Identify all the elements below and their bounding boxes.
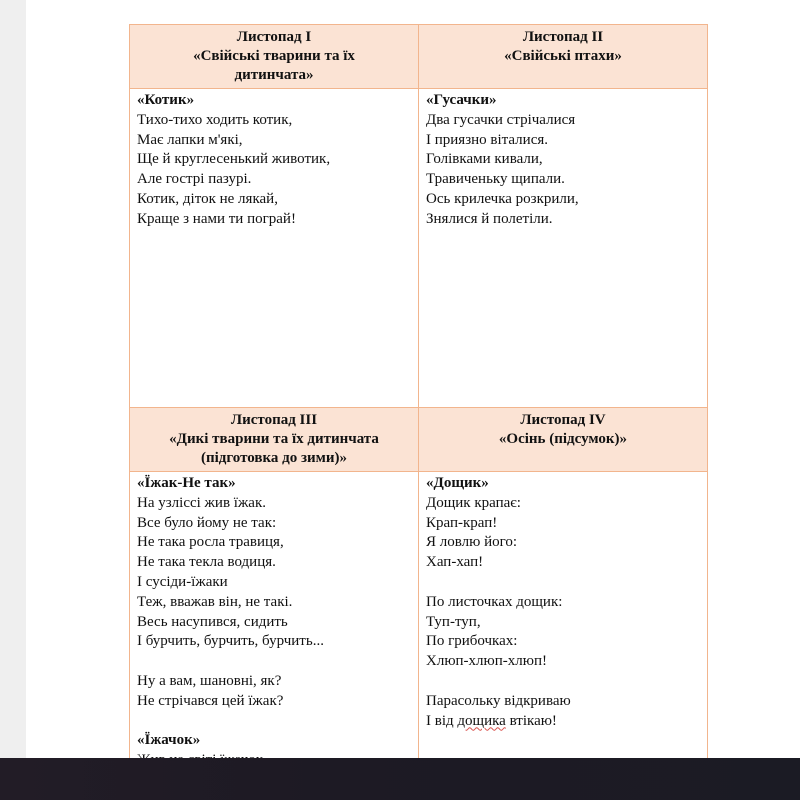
header-line: Листопад ІІ (522, 29, 604, 45)
poem (419, 89, 707, 230)
header-line: (підготовка до зими)» (200, 450, 348, 466)
header-cell-november-2 (419, 25, 708, 89)
poem-title: «Гусачки» (426, 92, 497, 108)
poem-line-last (426, 712, 699, 732)
poem-line: І сусіди-їжаки (137, 573, 228, 590)
poem-line: Два гусачки стрічалися (426, 111, 576, 128)
poem-line: Котик, діток не лякай, (137, 190, 278, 207)
text-run: втікаю! (505, 712, 557, 729)
poem-line: І приязно віталися. (426, 131, 548, 148)
header-line: дитинчата» (234, 67, 314, 83)
poem-line: Травиченьку щипали. (426, 171, 565, 188)
poem-line: Знялися й полетіли. (426, 210, 553, 227)
lesson-table (129, 24, 708, 773)
stanza-gap (426, 573, 699, 593)
poem-line: Не така росла травиця, (137, 534, 284, 551)
header-line: «Свійські птахи» (504, 48, 622, 64)
poem-line: Весь насупився, сидить (137, 613, 288, 630)
poem-line: Туп-туп, (426, 613, 481, 630)
poem-line: Все було йому не так: (137, 514, 277, 531)
stanza-gap (426, 672, 699, 692)
poem-line: Я ловлю його: (426, 534, 518, 551)
poem-line: На узліссі жив їжак. (137, 494, 267, 511)
table-row (130, 472, 708, 773)
poem-cell-doshchyk[interactable] (419, 472, 708, 773)
poem-line: Не така текла водиця. (137, 554, 276, 571)
poem-line: Теж, вважав він, не такі. (137, 593, 293, 610)
stanza-gap (137, 652, 410, 672)
poem-line: Ну а вам, шановні, як? (137, 672, 282, 689)
poem-line: Голівками кивали, (426, 151, 543, 168)
poem-line: Ще й круглесенький животик, (137, 151, 331, 168)
text-run: І від (426, 712, 458, 729)
poem-line: Краще з нами ти пограй! (137, 210, 296, 227)
spellcheck-flagged-word[interactable]: дощика (457, 712, 506, 729)
document-page[interactable] (26, 0, 800, 758)
poem-line: Крап-крап! (426, 514, 498, 531)
poem-line: Парасольку відкриваю (426, 692, 571, 709)
header-cell-november-3 (130, 408, 419, 472)
poem-line: Тихо-тихо ходить котик, (137, 111, 293, 128)
header-line: «Дикі тварини та їх дитинчата (169, 431, 379, 447)
taskbar (0, 758, 800, 800)
header-cell-november-1 (130, 25, 419, 89)
poem (130, 89, 418, 230)
poem-line: Хлюп-хлюп-хлюп! (426, 653, 547, 670)
poem-line: По грибочках: (426, 633, 518, 650)
stanza-gap (137, 712, 410, 732)
poem-line: По листочках дощик: (426, 593, 563, 610)
poem (130, 472, 418, 771)
header-cell-november-4 (419, 408, 708, 472)
poem-cell-yizhak[interactable] (130, 472, 419, 773)
poem-line: Не стрічався цей їжак? (137, 692, 284, 709)
poem (419, 472, 707, 731)
poem-title: «Їжачок» (137, 732, 201, 749)
poem-line: Має лапки м'які, (137, 131, 243, 148)
header-line: «Осінь (підсумок)» (498, 431, 628, 447)
poem-cell-husachky[interactable] (419, 89, 708, 408)
header-line: «Свійські тварини та їх (193, 48, 355, 64)
poem-line: Але гострі пазурі. (137, 171, 252, 188)
header-line: Листопад ІV (520, 412, 606, 428)
poem-line: Дощик крапає: (426, 494, 521, 511)
table-row (130, 89, 708, 408)
poem-cell-kotyk[interactable] (130, 89, 419, 408)
table-row (130, 408, 708, 472)
poem-line: Хап-хап! (426, 554, 484, 571)
poem-title: «Їжак-Не так» (137, 475, 236, 491)
poem-title: «Котик» (137, 92, 195, 108)
poem-title: «Дощик» (426, 475, 489, 491)
header-line: Листопад І (236, 29, 312, 45)
poem-line: І бурчить, бурчить, бурчить... (137, 633, 324, 650)
table-row (130, 25, 708, 89)
poem-line: Ось крилечка розкрили, (426, 190, 579, 207)
header-line: Листопад ІІІ (230, 412, 318, 428)
